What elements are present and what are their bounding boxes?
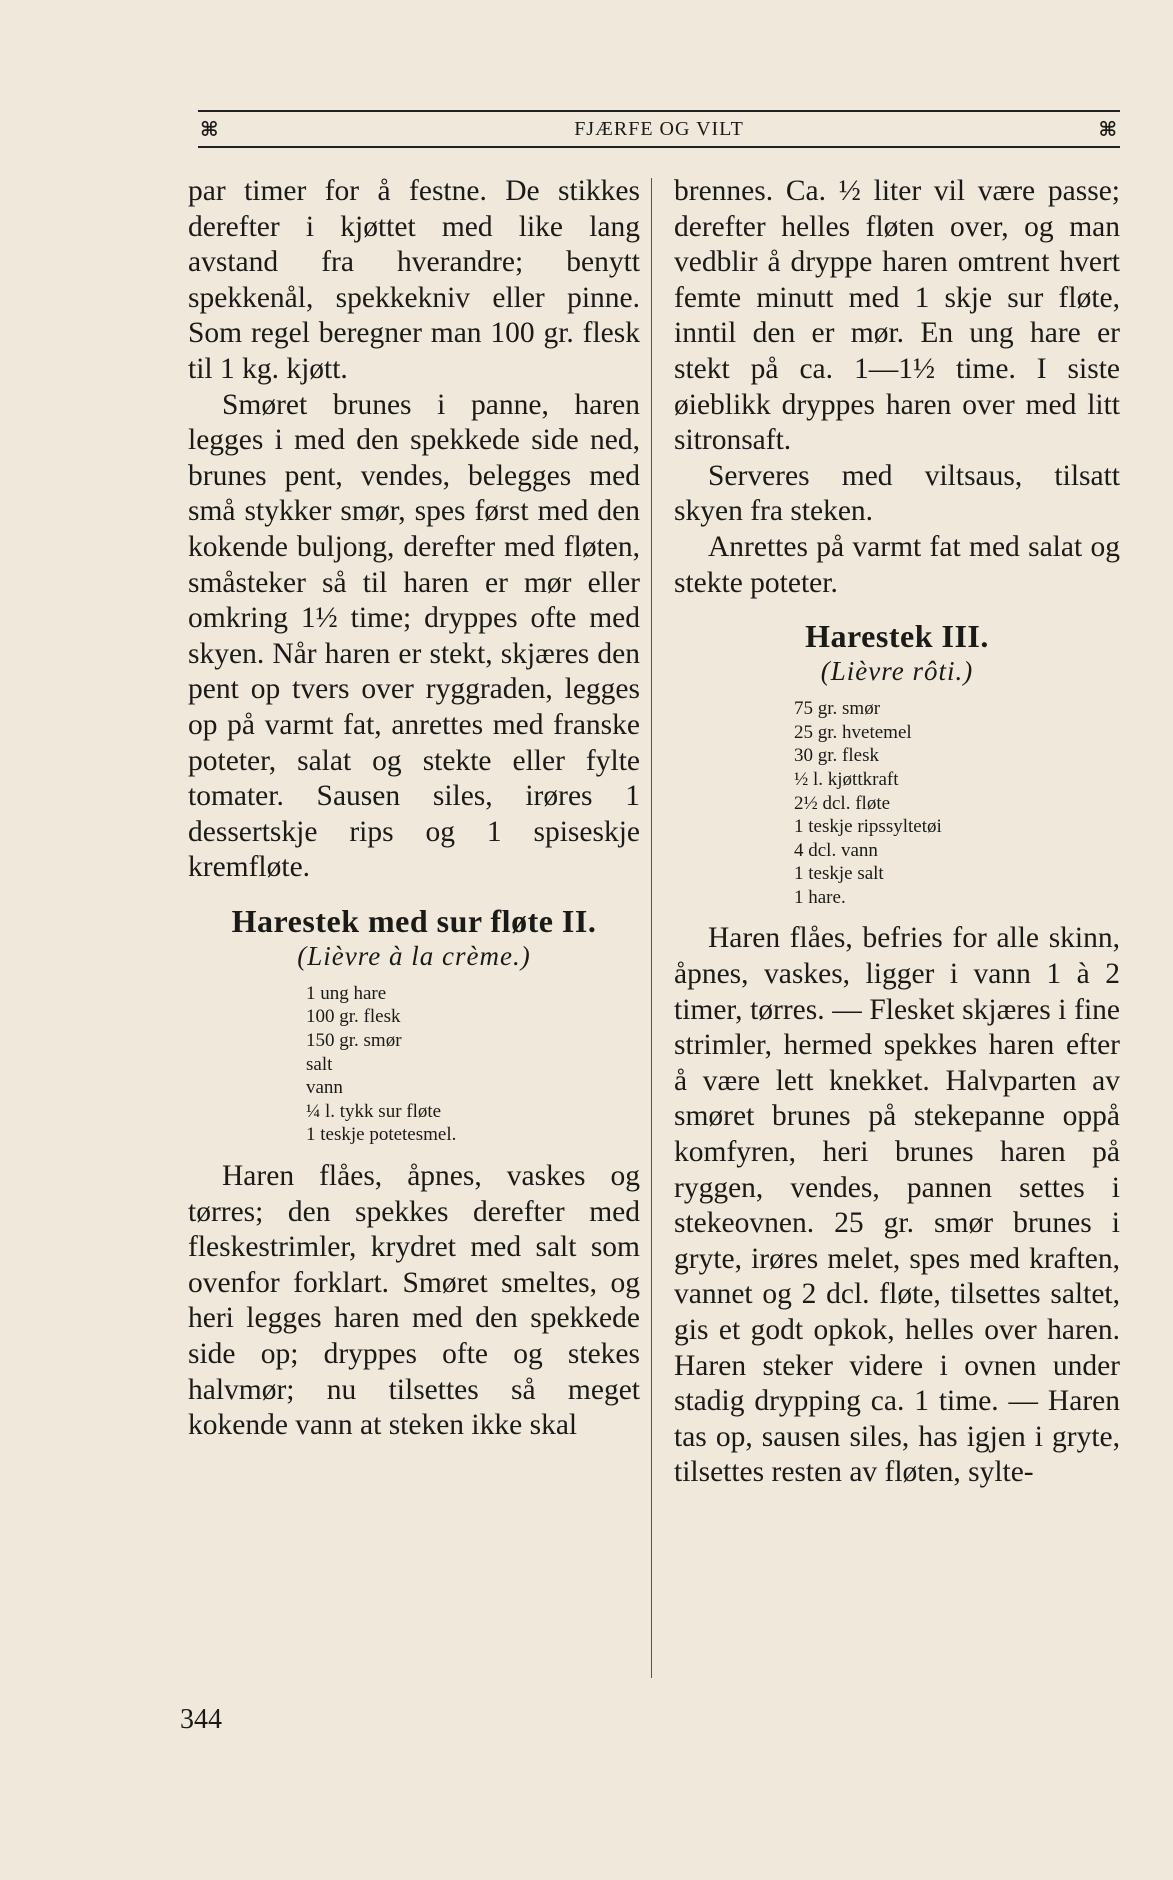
page-number: 344 (180, 1704, 222, 1735)
ingredient-item: ½ l. kjøttkraft (794, 768, 899, 790)
ingredient-item: 75 gr. smør (794, 698, 881, 720)
ingredient-item: 25 gr. hvetemel (794, 721, 912, 743)
ingredient-item: 4 dcl. vann (794, 839, 878, 861)
ingredient-item: 100 gr. flesk (306, 1006, 401, 1028)
ingredient-item: 1 ung hare (306, 982, 387, 1004)
ingredient-item: 30 gr. flesk (794, 745, 879, 767)
recipe-subtitle: (Lièvre à la crème.) (297, 940, 531, 971)
ornament-right-icon: ⌘ (1098, 119, 1118, 141)
paragraph: par timer for å festne. De stikkes derefter i kjøttet med like lang avstand fra hverandre; benytt spekkenål, spekkekniv eller pinne. Som regel beregner man 100 gr. flesk til 1 kg. kjøtt. (188, 175, 640, 385)
paragraph: Smøret brunes i panne, haren legges i med den spekkede side ned, brunes pent, vendes, belegges med små stykker smør, spes først med den kokende buljong, derefter med fløten, småsteker så til haren er mør eller omkring 1½ time; dryppes ofte med skyen. Når haren er stekt, skjæres den pent op tvers over ryggraden, legges op på varmt fat, anrettes med franske poteter, salat og stekte eller fylte tomater. Sausen siles, irøres 1 dessertskje rips og 1 spiseskje kremfløte. (188, 388, 640, 884)
paragraph: Anrettes på varmt fat med salat og stekte poteter. (674, 530, 1120, 599)
ingredient-item: vann (306, 1077, 343, 1099)
paragraph: Serveres med viltsaus, tilsatt skyen fra steken. (674, 459, 1120, 528)
recipe-title: Harestek med sur fløte II. (231, 902, 597, 939)
ingredient-item: 2½ dcl. fløte (794, 792, 891, 814)
paragraph: brennes. Ca. ½ liter vil være passe; derefter helles fløten over, og man vedblir å dryppe haren omtrent hvert femte minutt med 1 skje sur fløte, inntil den er mør. En ung hare er stekt på ca. 1—1½ time. I siste øieblikk dryppes haren over med litt sitronsaft. (674, 175, 1120, 457)
ingredient-item: 1 teskje potetesmel. (306, 1124, 457, 1146)
column-divider (651, 178, 652, 1678)
running-head (198, 110, 1120, 148)
ornament-left-icon: ⌘ (200, 119, 220, 141)
right-column (674, 174, 1120, 1491)
ingredient-item: 1 hare. (794, 886, 846, 908)
paragraph: Haren flåes, befries for alle skinn, åpnes, vaskes, ligger i vann 1 à 2 timer, tørres. — Flesket skjæres i fine strimler, hermed spekkes haren efter å være lett knekket. Halvparten av smøret brunes på stekepanne oppå komfyren, heri brunes haren på ryggen, vendes, pannen settes i stekeovnen. 25 gr. smør brunes i gryte, irøres melet, spes med kraften, vannet og 2 dcl. fløte, tilsettes saltet, gis et godt opkok, helles over haren. Haren steker videre i ovnen under stadig drypping ca. 1 time. — Haren tas op, sausen siles, has igjen i gryte, tilsettes resten av fløten, sylte- (674, 922, 1120, 1489)
ingredient-item: salt (306, 1053, 333, 1075)
ingredient-item: 1 teskje salt (794, 863, 884, 885)
ingredient-item: 1 teskje ripssyltetøi (794, 816, 942, 838)
ingredient-item: 150 gr. smør (306, 1030, 402, 1052)
left-column (188, 174, 640, 1444)
recipe-subtitle: (Lièvre rôti.) (820, 656, 974, 687)
ingredient-item: ¼ l. tykk sur fløte (306, 1100, 442, 1122)
ingredient-list (188, 982, 640, 1147)
recipe-title: Harestek III. (805, 618, 989, 655)
section-title: FJÆRFE OG VILT (574, 118, 744, 140)
ingredient-list (674, 697, 1120, 909)
paragraph: Haren flåes, åpnes, vaskes og tørres; den spekkes derefter med fleskestrimler, krydret med salt som ovenfor forklart. Smøret smeltes, og heri legges haren med den spekkede side op; dryppes ofte og stekes halvmør; nu tilsettes så meget kokende vann at steken ikke skal (188, 1160, 640, 1442)
